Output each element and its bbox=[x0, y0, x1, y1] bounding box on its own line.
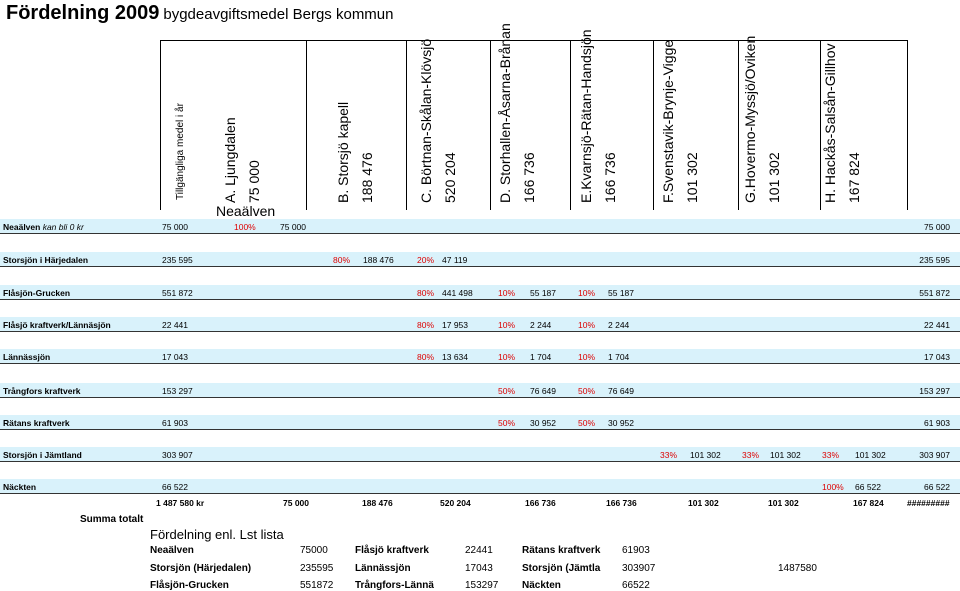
district-name: C. Börtnan-Skålan-Klövsjö bbox=[418, 38, 434, 203]
column-separator bbox=[820, 40, 821, 210]
row-band bbox=[0, 317, 960, 331]
fordelning-item-value: 75000 bbox=[300, 545, 328, 556]
row-rule bbox=[0, 397, 960, 398]
allocation-percent: 33% bbox=[660, 450, 678, 460]
row-right-total: 551 872 bbox=[919, 288, 950, 298]
district-name: G.Hovermo-Myssjö/Oviken bbox=[742, 35, 758, 203]
row-band bbox=[0, 285, 960, 299]
allocation-value: 47 119 bbox=[442, 255, 468, 265]
allocation-value: 55 187 bbox=[608, 288, 634, 298]
allocation-value: 13 634 bbox=[442, 352, 468, 362]
fordelning-item-name: Storsjön (Härjedalen) bbox=[150, 563, 252, 574]
row-band bbox=[0, 383, 960, 397]
row-note: kan bli 0 kr bbox=[40, 222, 84, 232]
district-amount: 166 736 bbox=[602, 152, 618, 203]
page-title: Fördelning 2009 bygdeavgiftsmedel Bergs kommun bbox=[6, 2, 394, 24]
row-band bbox=[0, 479, 960, 493]
fordelning-item-name: Rätans kraftverk bbox=[522, 545, 601, 556]
fordelning-item-value: 17043 bbox=[465, 563, 493, 574]
fordelning-item-value: 66522 bbox=[622, 580, 650, 591]
row-band bbox=[0, 447, 960, 461]
allocation-value: 101 302 bbox=[690, 450, 721, 460]
allocation-value: 55 187 bbox=[530, 288, 556, 298]
row-rule bbox=[0, 493, 960, 494]
row-rule bbox=[0, 233, 960, 234]
row-label: Trångfors kraftverk bbox=[3, 386, 81, 396]
allocation-percent: 33% bbox=[742, 450, 760, 460]
fordelning-item-value: 61903 bbox=[622, 545, 650, 556]
allocation-value: 101 302 bbox=[770, 450, 801, 460]
column-separator bbox=[406, 40, 407, 210]
row-total: 303 907 bbox=[162, 450, 193, 460]
fordelning-item-name: Storsjön (Jämtla bbox=[522, 563, 601, 574]
row-right-total: 153 297 bbox=[919, 386, 950, 396]
fordelning-item-value: 551872 bbox=[300, 580, 334, 591]
row-label: Flåsjö kraftverk/Lännäsjön bbox=[3, 320, 111, 330]
row-total: 22 441 bbox=[162, 320, 188, 330]
fordelning-item-value: 22441 bbox=[465, 545, 493, 556]
summary-total: 1 487 580 kr bbox=[156, 498, 205, 508]
district-name: D. Storhallen-Åsarna-Brånan bbox=[497, 23, 513, 203]
district-name: F.Svenstavik-Brynje-Vigge bbox=[660, 39, 676, 203]
allocation-value: 17 953 bbox=[442, 320, 468, 330]
allocation-percent: 80% bbox=[417, 288, 435, 298]
summary-value: 166 736 bbox=[606, 498, 637, 508]
summary-value: 101 302 bbox=[768, 498, 799, 508]
allocation-value: 66 522 bbox=[855, 482, 881, 492]
row-right-total: 22 441 bbox=[924, 320, 950, 330]
row-right-total: 17 043 bbox=[924, 352, 950, 362]
row-label: Storsjön i Jämtland bbox=[3, 450, 82, 460]
allocation-percent: 20% bbox=[417, 255, 435, 265]
row-total: 61 903 bbox=[162, 418, 188, 428]
allocation-value: 1 704 bbox=[608, 352, 630, 362]
row-label: Näckten bbox=[3, 482, 37, 492]
district-name: H. Hackås-Salsån-Gillhov bbox=[822, 43, 838, 203]
row-rule bbox=[0, 363, 960, 364]
row-total: 235 595 bbox=[162, 255, 193, 265]
fordelning-item-name: Flåsjö kraftverk bbox=[355, 545, 429, 556]
summary-value: ######### bbox=[907, 498, 950, 508]
available-funds-label: Tillgängliga medel i år bbox=[175, 103, 186, 200]
district-amount: 101 302 bbox=[766, 152, 782, 203]
row-label: Rätans kraftverk bbox=[3, 418, 70, 428]
fordelning-item-name: Trångfors-Lännä bbox=[355, 580, 434, 591]
allocation-percent: 80% bbox=[333, 255, 351, 265]
allocation-value: 76 649 bbox=[530, 386, 556, 396]
allocation-percent: 80% bbox=[417, 320, 435, 330]
fordelning-item-name: Lännässjön bbox=[355, 563, 411, 574]
fordelning-item-name: Flåsjön-Grucken bbox=[150, 580, 229, 591]
row-total: 153 297 bbox=[162, 386, 193, 396]
allocation-value: 30 952 bbox=[530, 418, 556, 428]
row-total: 66 522 bbox=[162, 482, 188, 492]
column-separator bbox=[907, 40, 908, 210]
district-amount: 75 000 bbox=[246, 160, 262, 203]
allocation-percent: 10% bbox=[498, 352, 516, 362]
row-label: Flåsjön-Grucken bbox=[3, 288, 71, 298]
row-rule bbox=[0, 299, 960, 300]
summary-value: 166 736 bbox=[525, 498, 556, 508]
allocation-value: 188 476 bbox=[363, 255, 394, 265]
fordelning-item-name: Näckten bbox=[522, 580, 561, 591]
row-band bbox=[0, 415, 960, 429]
allocation-percent: 50% bbox=[498, 418, 516, 428]
allocation-percent: 10% bbox=[498, 320, 516, 330]
allocation-percent: 10% bbox=[578, 288, 596, 298]
district-amount: 188 476 bbox=[359, 152, 375, 203]
row-right-total: 75 000 bbox=[924, 222, 950, 232]
district-amount: 166 736 bbox=[521, 152, 537, 203]
row-label: Lännässjön bbox=[3, 352, 51, 362]
summary-value: 188 476 bbox=[362, 498, 393, 508]
district-name: E.Kvarnsjö-Rätan-Handsjön bbox=[578, 29, 594, 203]
fordelning-grand-total: 1487580 bbox=[778, 563, 817, 574]
neaalven-subheading: Neaälven bbox=[216, 203, 276, 219]
summary-value: 520 204 bbox=[440, 498, 471, 508]
row-right-total: 235 595 bbox=[919, 255, 950, 265]
fordelning-item-value: 303907 bbox=[622, 563, 656, 574]
row-total: 551 872 bbox=[162, 288, 193, 298]
allocation-percent: 10% bbox=[578, 320, 596, 330]
allocation-value: 76 649 bbox=[608, 386, 634, 396]
column-separator bbox=[160, 40, 161, 210]
row-total: 75 000 bbox=[162, 222, 188, 232]
column-separator bbox=[570, 40, 571, 210]
fordelning-item-value: 235595 bbox=[300, 563, 334, 574]
allocation-percent: 50% bbox=[578, 418, 596, 428]
row-right-total: 66 522 bbox=[924, 482, 950, 492]
allocation-value: 101 302 bbox=[855, 450, 886, 460]
row-rule bbox=[0, 461, 960, 462]
row-label: Storsjön i Härjedalen bbox=[3, 255, 89, 265]
row-rule bbox=[0, 429, 960, 430]
fordelning-item-name: Neaälven bbox=[150, 545, 194, 556]
row-label: Neaälven kan bli 0 kr bbox=[3, 222, 84, 232]
summary-value: 75 000 bbox=[283, 498, 309, 508]
allocation-value: 2 244 bbox=[530, 320, 552, 330]
fordelning-heading: Fördelning enl. Lst lista bbox=[150, 527, 284, 542]
header-top-rule bbox=[160, 40, 907, 41]
row-total: 17 043 bbox=[162, 352, 188, 362]
summary-label: Summa totalt bbox=[80, 514, 144, 525]
summary-value: 167 824 bbox=[853, 498, 884, 508]
row-right-total: 61 903 bbox=[924, 418, 950, 428]
district-amount: 520 204 bbox=[442, 152, 458, 203]
allocation-value: 1 704 bbox=[530, 352, 552, 362]
allocation-percent: 33% bbox=[822, 450, 840, 460]
page-subtitle: bygdeavgiftsmedel Bergs kommun bbox=[163, 6, 394, 23]
column-separator bbox=[490, 40, 491, 210]
allocation-percent: 80% bbox=[417, 352, 435, 362]
district-name: A. Ljungdalen bbox=[222, 117, 238, 203]
fordelning-item-value: 153297 bbox=[465, 580, 499, 591]
allocation-value: 75 000 bbox=[280, 222, 306, 232]
summary-value: 101 302 bbox=[688, 498, 719, 508]
column-separator bbox=[306, 40, 307, 210]
row-band bbox=[0, 349, 960, 363]
allocation-percent: 10% bbox=[578, 352, 596, 362]
row-right-total: 303 907 bbox=[919, 450, 950, 460]
district-amount: 101 302 bbox=[684, 152, 700, 203]
allocation-percent: 100% bbox=[234, 222, 256, 232]
district-amount: 167 824 bbox=[846, 152, 862, 203]
row-rule bbox=[0, 331, 960, 332]
allocation-value: 30 952 bbox=[608, 418, 634, 428]
row-rule bbox=[0, 266, 960, 267]
allocation-percent: 50% bbox=[578, 386, 596, 396]
column-separator bbox=[738, 40, 739, 210]
allocation-percent: 50% bbox=[498, 386, 516, 396]
row-band bbox=[0, 219, 960, 233]
allocation-percent: 10% bbox=[498, 288, 516, 298]
allocation-value: 2 244 bbox=[608, 320, 630, 330]
allocation-value: 441 498 bbox=[442, 288, 473, 298]
row-band bbox=[0, 252, 960, 266]
column-separator bbox=[653, 40, 654, 210]
allocation-percent: 100% bbox=[822, 482, 844, 492]
district-name: B. Storsjö kapell bbox=[335, 101, 351, 203]
